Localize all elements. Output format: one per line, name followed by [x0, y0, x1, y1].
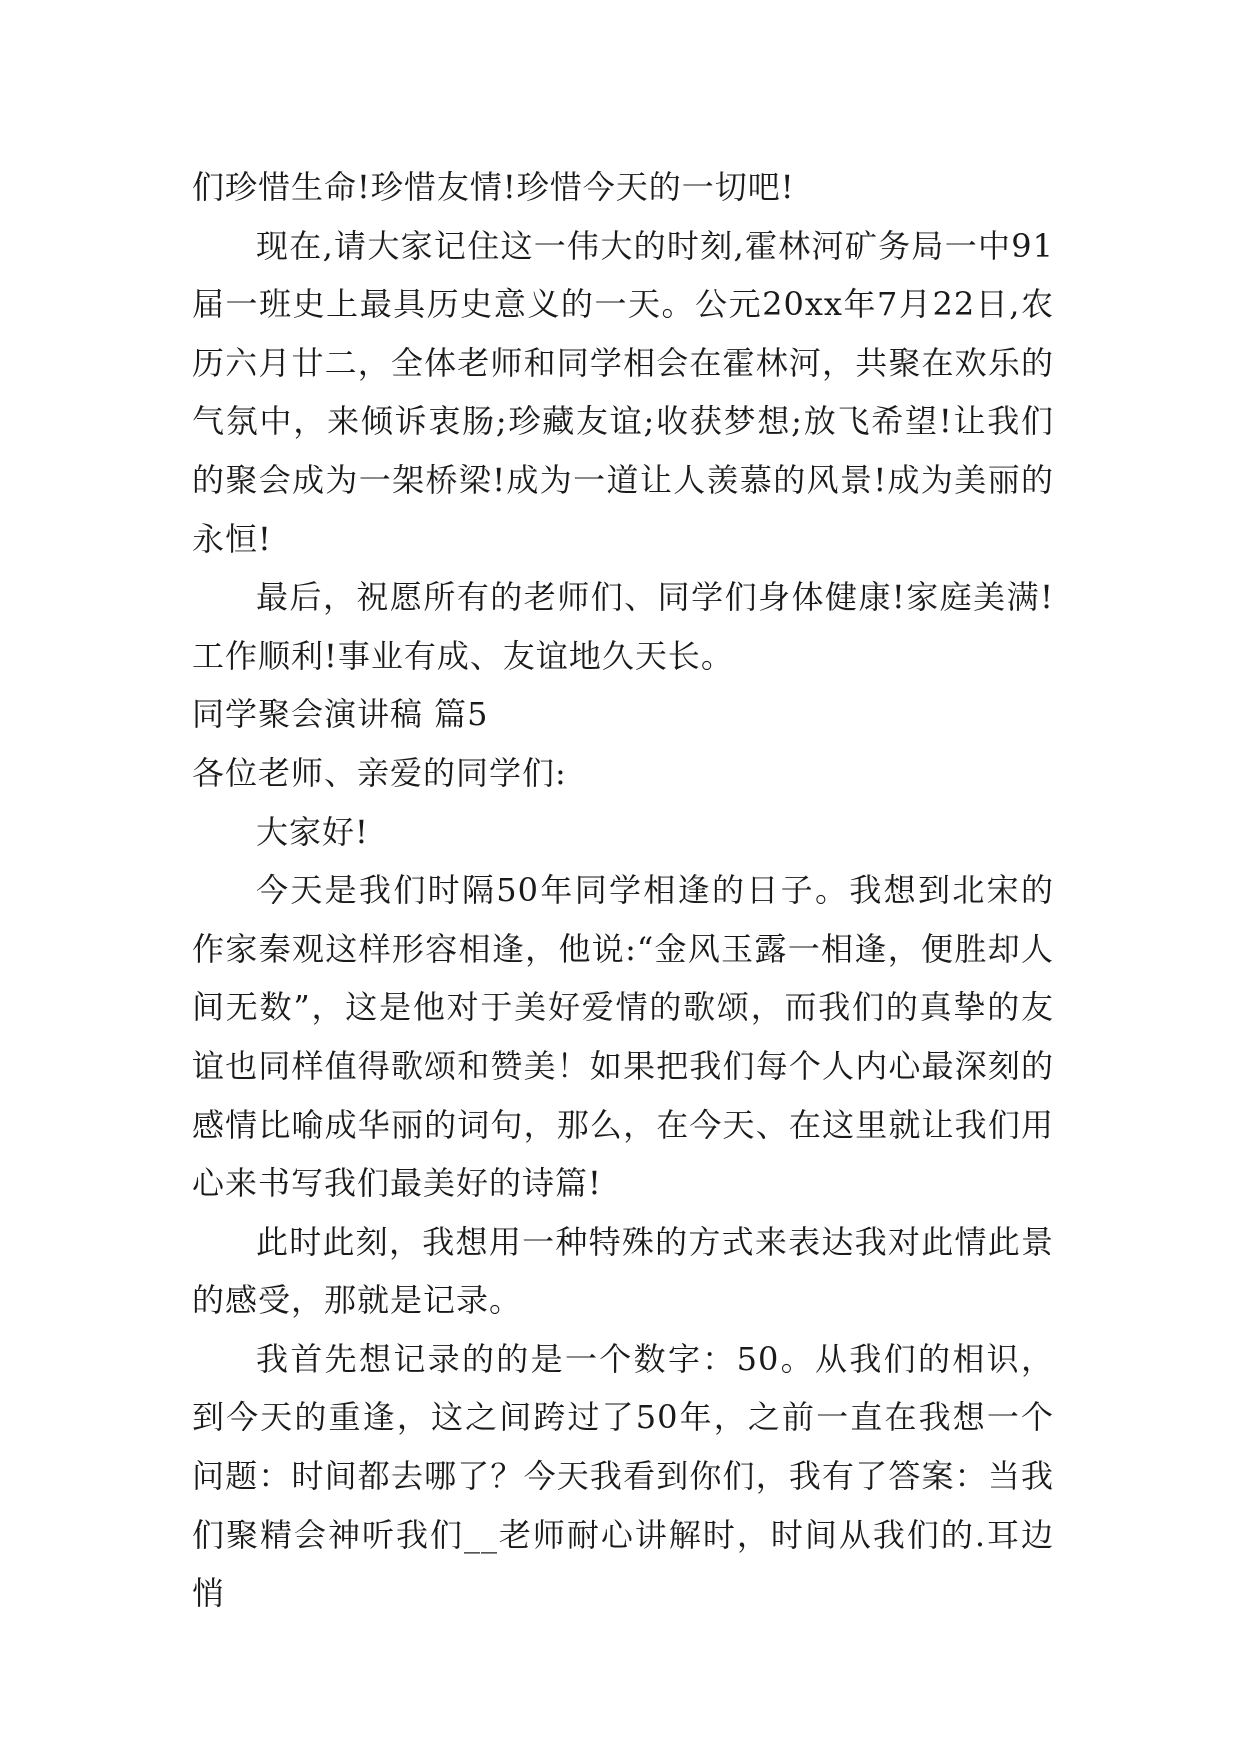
paragraph-moment: 现在,请大家记住这一伟大的时刻,霍林河矿务局一中91届一班史上最具历史意义的一天。公元20xx年7月22日,农历六月廿二，全体老师和同学相会在霍林河，共聚在欢乐的气氛中，来倾诉衷肠;珍藏友谊;收获梦想;放飞希望!让我们的聚会成为一架桥梁!成为一道让人羡慕的风景!成为美丽的永恒! — [192, 226, 1054, 558]
section-title: 同学聚会演讲稿 篇5 — [192, 695, 489, 734]
salutation: 各位老师、亲爱的同学们: — [192, 753, 567, 792]
paragraph-wishes: 最后，祝愿所有的老师们、同学们身体健康!家庭美满!工作顺利!事业有成、友谊地久天长。 — [192, 578, 1054, 675]
greeting: 大家好! — [256, 812, 369, 851]
paragraph-continuation: 们珍惜生命!珍惜友情!珍惜今天的一切吧! — [192, 168, 795, 206]
paragraph-number: 我首先想记录的的是一个数字：50。从我们的相识，到今天的重逢，这之间跨过了50年，之前一直在我想一个问题：时间都去哪了？今天我看到你们，我有了答案：当我们聚精会神听我们__老师耐心讲解时，时间从我们的.耳边悄 — [192, 1339, 1054, 1613]
paragraph-reunion: 今天是我们时隔50年同学相逢的日子。我想到北宋的作家秦观这样形容相逢，他说:“金风玉露一相逢，便胜却人间无数”，这是他对于美好爱情的歌颂，而我们的真挚的友谊也同样值得歌颂和赞美！如果把我们每个人内心最深刻的感情比喻成华丽的词句，那么，在今天、在这里就让我们用心来书写我们最美好的诗篇! — [192, 871, 1054, 1203]
document-body — [192, 158, 1054, 1623]
paragraph-record: 此时此刻，我想用一种特殊的方式来表达我对此情此景的感受，那就是记录。 — [192, 1222, 1054, 1320]
